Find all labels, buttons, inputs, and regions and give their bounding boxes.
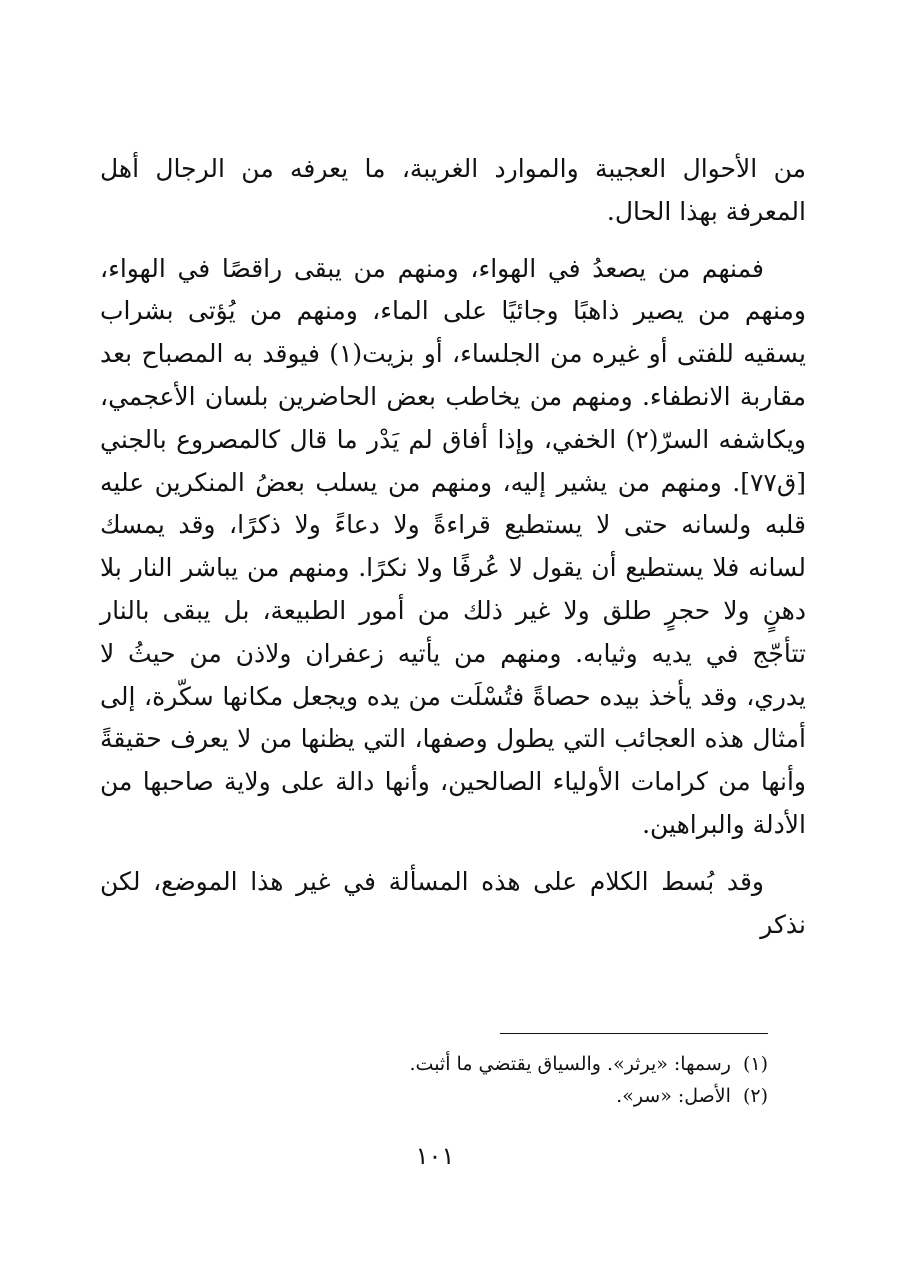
footnote-text: رسمها: «يرثر». والسياق يقتضي ما أثبت. [409, 1053, 731, 1075]
paragraph-2: فمنهم من يصعدُ في الهواء، ومنهم من يبقى راقصًا في الهواء، ومنهم من يصير ذاهبًا وجائيًا على الماء، ومنهم من يُؤتى بشراب يسقيه للفتى أو غيره من الجلساء، أو بزيت(١) فيوقد به المصباح بعد مقاربة الانطفاء. ومنهم من يخاطب بعض الحاضرين بلسان الأعجمي، ويكاشفه السرّ(٢) الخفي، وإذا أفاق لم يَدْر ما قال كالمصروع بالجني [ق٧٧]. ومنهم من يشير إليه، ومنهم من يسلب بعضُ المنكرين عليه قلبه ولسانه حتى لا يستطيع قراءةً ولا دعاءً ولا ذكرًا، وقد يمسك لسانه فلا يستطيع أن يقول لا عُرفًا ولا نكرًا. ومنهم من يباشر النار بلا دهنٍ ولا حجرٍ طلق ولا غير ذلك من أمور الطبيعة، بل يبقى بالنار تتأجّج في يديه وثيابه. ومنهم من يأتيه زعفران ولاذن من حيثُ لا يدري، وقد يأخذ بيده حصاةً فتُسْلَت من يده ويجعل مكانها سكّرة، إلى أمثال هذه العجائب التي يطول وصفها، التي يظنها من لا يعرف حقيقةً وأنها من كرامات الأولياء الصالحين، وأنها دالة على ولاية صاحبها من الأدلة والبراهين. [100, 253, 807, 839]
footnote-text: الأصل: «سر». [616, 1085, 731, 1107]
footnote-1 [128, 1048, 768, 1080]
paragraph-1: من الأحوال العجيبة والموارد الغريبة، ما يعرفه من الرجال أهل المعرفة بهذا الحال. [100, 154, 806, 226]
page-number: ١٠١ [415, 1142, 455, 1170]
footnote-divider [500, 1033, 768, 1034]
footnote-2 [128, 1080, 768, 1112]
paragraph-3: وقد بُسط الكلام على هذه المسألة في غير هذا الموضع، لكن نذكر [100, 866, 806, 939]
footnote-number: (١) [742, 1053, 768, 1075]
main-text [100, 148, 806, 946]
footnote-number: (٢) [742, 1085, 768, 1107]
footnotes [128, 1048, 768, 1112]
